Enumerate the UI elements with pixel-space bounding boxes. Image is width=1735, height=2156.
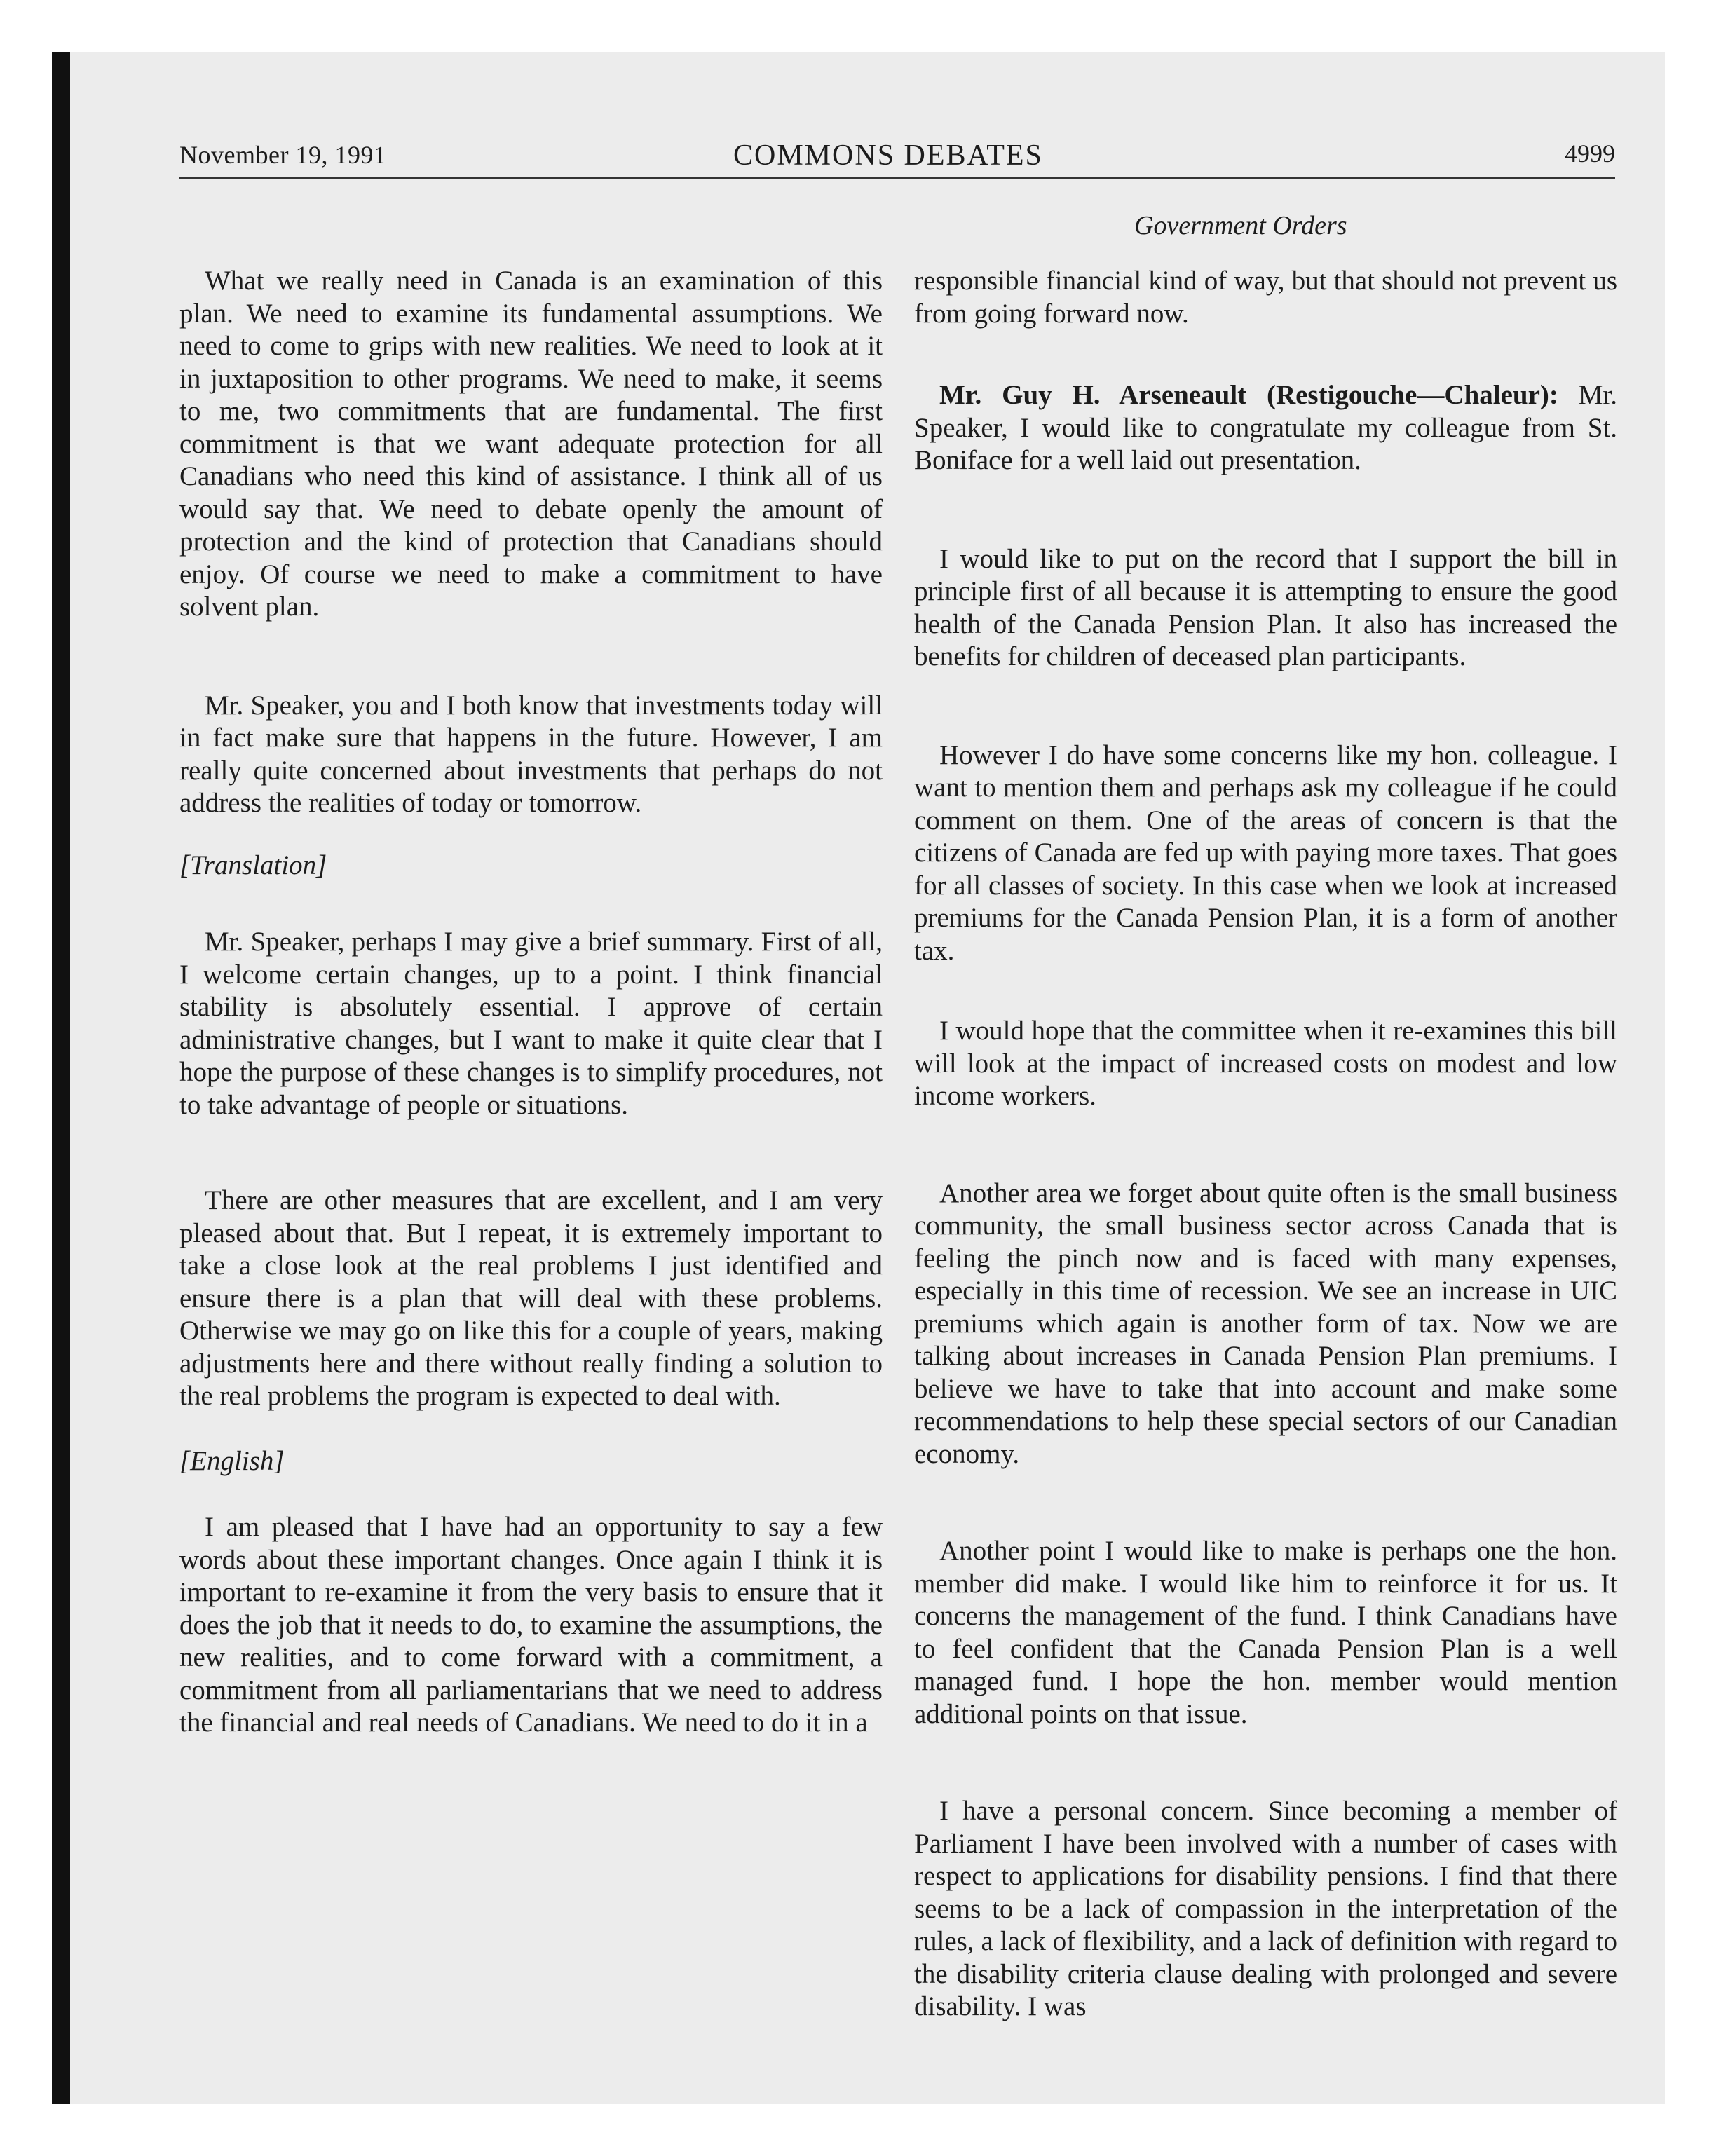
paragraph: What we really need in Canada is an examination of this plan. We need to examine its fundamental assumptions. We need to come to grips with new realities. We need to look at it in juxtaposition to other programs. We need to make, it seems to me, two commitments that are fundamental. The first commitment is that we want adequate protection for all Canadians who need this kind of assistance. I think all of us would say that. We need to debate openly the amount of protection and the kind of protection that Canadians should enjoy. Of course we need to make a commitment to have solvent plan. xyxy=(179,266,883,622)
paragraph: I would like to put on the record that I support the bill in principle first of all because it is attempting to ensure the good health of the Canada Pension Plan. It also has increased the benefits for children of deceased plan participants. xyxy=(914,543,1617,671)
header-journal-title: COMMONS DEBATES xyxy=(733,139,1043,172)
paragraph: I am pleased that I have had an opportunity to say a few words about these important changes. Once again I think it is important to re-examine it from the very basis to ensure that it does the job that it needs to do, to examine the assumptions, the new realities, and to come forward with a commitment, a commitment from all parliamentarians that we need to address the financial and real needs of Canadians. We need to do it in a xyxy=(179,1512,883,1738)
right-column xyxy=(914,265,1617,2024)
header-date: November 19, 1991 xyxy=(179,141,387,169)
speaker-name: Mr. Guy H. Arseneault (Restigouche—Chaleur): xyxy=(939,380,1558,410)
left-column xyxy=(179,265,883,1740)
paragraph: responsible financial kind of way, but that should not prevent us from going forward now. xyxy=(914,266,1617,329)
paragraph: However I do have some concerns like my hon. colleague. I want to mention them and perhaps ask my colleague if he could comment on them. One of the areas of concern is that the citizens of Canada are fed up with paying more taxes. That goes for all classes of society. In this case when we look at increased premiums for the Canada Pension Plan, it is a form of another tax. xyxy=(914,739,1617,966)
paragraph: There are other measures that are excellent, and I am very pleased about that. But I repeat, it is extremely important to take a close look at the real problems I just identified and ensure there is a plan that will deal with these problems. Otherwise we may go on like this for a couple of years, making adjustments here and there without really finding a solution to the real problems the program is expected to deal with. xyxy=(179,1185,883,1411)
paragraph: I have a personal concern. Since becoming a member of Parliament I have been involved with a number of cases with respect to applications for disability pensions. I find that there seems to be a lack of compassion in the interpretation of the rules, a lack of flexibility, and a lack of definition with regard to the disability criteria clause dealing with prolonged and severe disability. I was xyxy=(914,1796,1617,2021)
paragraph: I would hope that the committee when it re-examines this bill will look at the impact of increased costs on modest and low income workers. xyxy=(914,1016,1617,1111)
paragraph: Another area we forget about quite often is the small business community, the small business sector across Canada that is feeling the pinch now and is faced with many expenses, especially in this time of recession. We see an increase in UIC premiums which again is another form of tax. Now we are talking about increases in Canada Pension Plan premiums. I believe we have to take that into account and make some recommendations to help these special sectors of our Canadian economy. xyxy=(914,1178,1617,1469)
section-label: Government Orders xyxy=(1134,211,1347,240)
speaker-paragraph xyxy=(914,379,1617,477)
english-note: [English] xyxy=(179,1445,285,1476)
scan-border xyxy=(52,52,70,2104)
page-header xyxy=(179,135,1615,179)
paragraph: Another point I would like to make is perhaps one the hon. member did make. I would like him to reinforce it for us. It concerns the management of the fund. I think Canadians have to feel confident that the Canada Pension Plan is a well managed fund. I hope the hon. member would mention additional points on that issue. xyxy=(914,1536,1617,1729)
paragraph: Mr. Speaker, perhaps I may give a brief summary. First of all, I welcome certain changes, up to a point. I think financial stability is absolutely essential. I approve of certain administrative changes, but I want to make it quite clear that I hope the purpose of these changes is to simplify procedures, not to take advantage of people or situations. xyxy=(179,927,883,1120)
paragraph: Mr. Speaker, you and I both know that investments today will in fact make sure that happens in the future. However, I am really quite concerned about investments that perhaps do not address the realities of today or tomorrow. xyxy=(179,690,883,818)
translation-note: [Translation] xyxy=(179,850,327,880)
speaker-text: Mr. Speaker, I would like to congratulate my colleague from St. Boniface for a well laid out presentation. xyxy=(914,380,1617,475)
header-page-number: 4999 xyxy=(1565,139,1615,168)
